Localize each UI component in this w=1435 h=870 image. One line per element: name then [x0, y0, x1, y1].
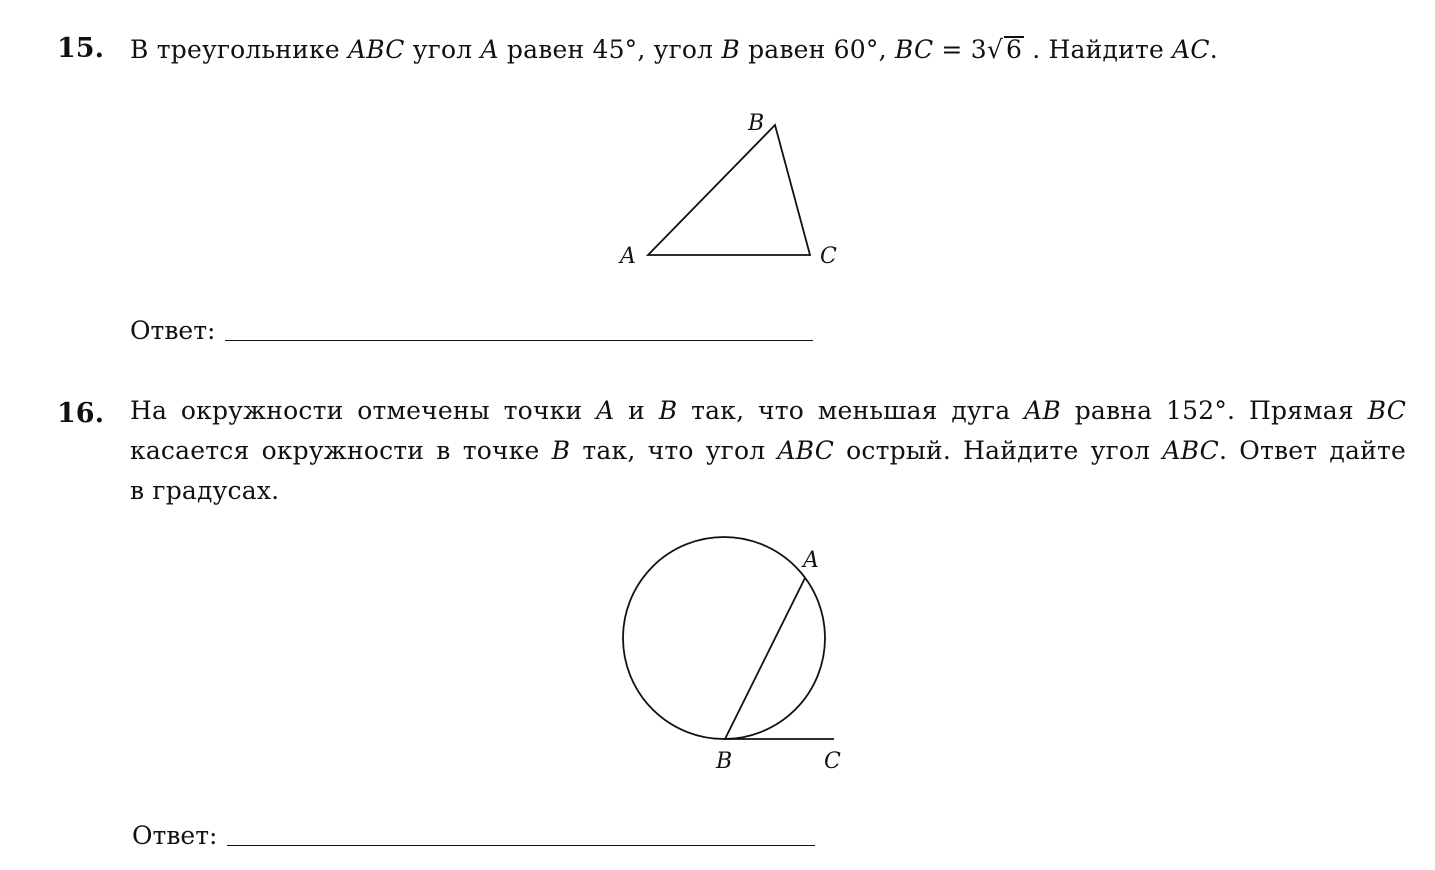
sqrt-radicand: 6 [1005, 35, 1023, 64]
problem-16-line-2 [130, 431, 1406, 471]
problem-16-answer [132, 821, 815, 850]
triangle-abc [648, 125, 810, 255]
label-vertex-a: A [620, 244, 636, 269]
problem-15-answer [130, 316, 813, 345]
label-vertex-b: B [748, 111, 765, 136]
label-point-a: A [803, 548, 819, 573]
problem-16-line-1 [130, 391, 1406, 431]
var-abc: ABC [1162, 436, 1219, 465]
var-abc: ABC [348, 35, 405, 64]
answer-input-line[interactable] [227, 844, 815, 846]
label-point-b: B [716, 749, 733, 774]
problem-16-number: 16. [57, 398, 104, 429]
text-segment: равен 60°, [739, 35, 895, 64]
answer-label: Ответ: [132, 821, 218, 850]
var-b: B [658, 396, 678, 425]
var-b: B [721, 35, 740, 64]
text-segment: касается окружности в точке [130, 436, 552, 465]
var-a: A [596, 396, 615, 425]
var-bc: BC [1367, 396, 1407, 425]
var-bc: BC [894, 35, 934, 64]
answer-label: Ответ: [130, 316, 216, 345]
answer-input-line[interactable] [225, 339, 813, 341]
text-segment: . Ответ дайте [1218, 436, 1407, 465]
var-ab: AB [1024, 396, 1061, 425]
text-segment: . Найдите [1024, 35, 1173, 64]
circle [623, 537, 825, 739]
label-point-c: C [824, 749, 841, 774]
text-segment: и [614, 396, 659, 425]
chord-ab [725, 578, 805, 739]
var-a: A [480, 35, 499, 64]
text-segment: В треугольнике [130, 35, 348, 64]
text-segment: . [1209, 35, 1218, 64]
text-segment: так, что меньшая дуга [677, 396, 1025, 425]
var-abc: ABC [777, 436, 835, 465]
text-segment: так, что угол [570, 436, 778, 465]
problem-16-line-3: в градусах. [130, 476, 280, 505]
problem-15-number: 15. [57, 33, 104, 64]
text-segment: угол [404, 35, 481, 64]
label-vertex-c: C [820, 244, 837, 269]
var-ac: AC [1172, 35, 1210, 64]
text-segment: = 3 [933, 35, 987, 64]
text-segment: равна 152°. Прямая [1060, 396, 1368, 425]
text-segment: На окружности отмечены точки [130, 396, 597, 425]
sqrt-sign: √ [986, 35, 1003, 64]
text-segment: равен 45°, угол [498, 35, 722, 64]
var-b: B [551, 436, 571, 465]
text-segment: острый. Найдите угол [834, 436, 1163, 465]
problem-16-statement [130, 391, 1406, 511]
